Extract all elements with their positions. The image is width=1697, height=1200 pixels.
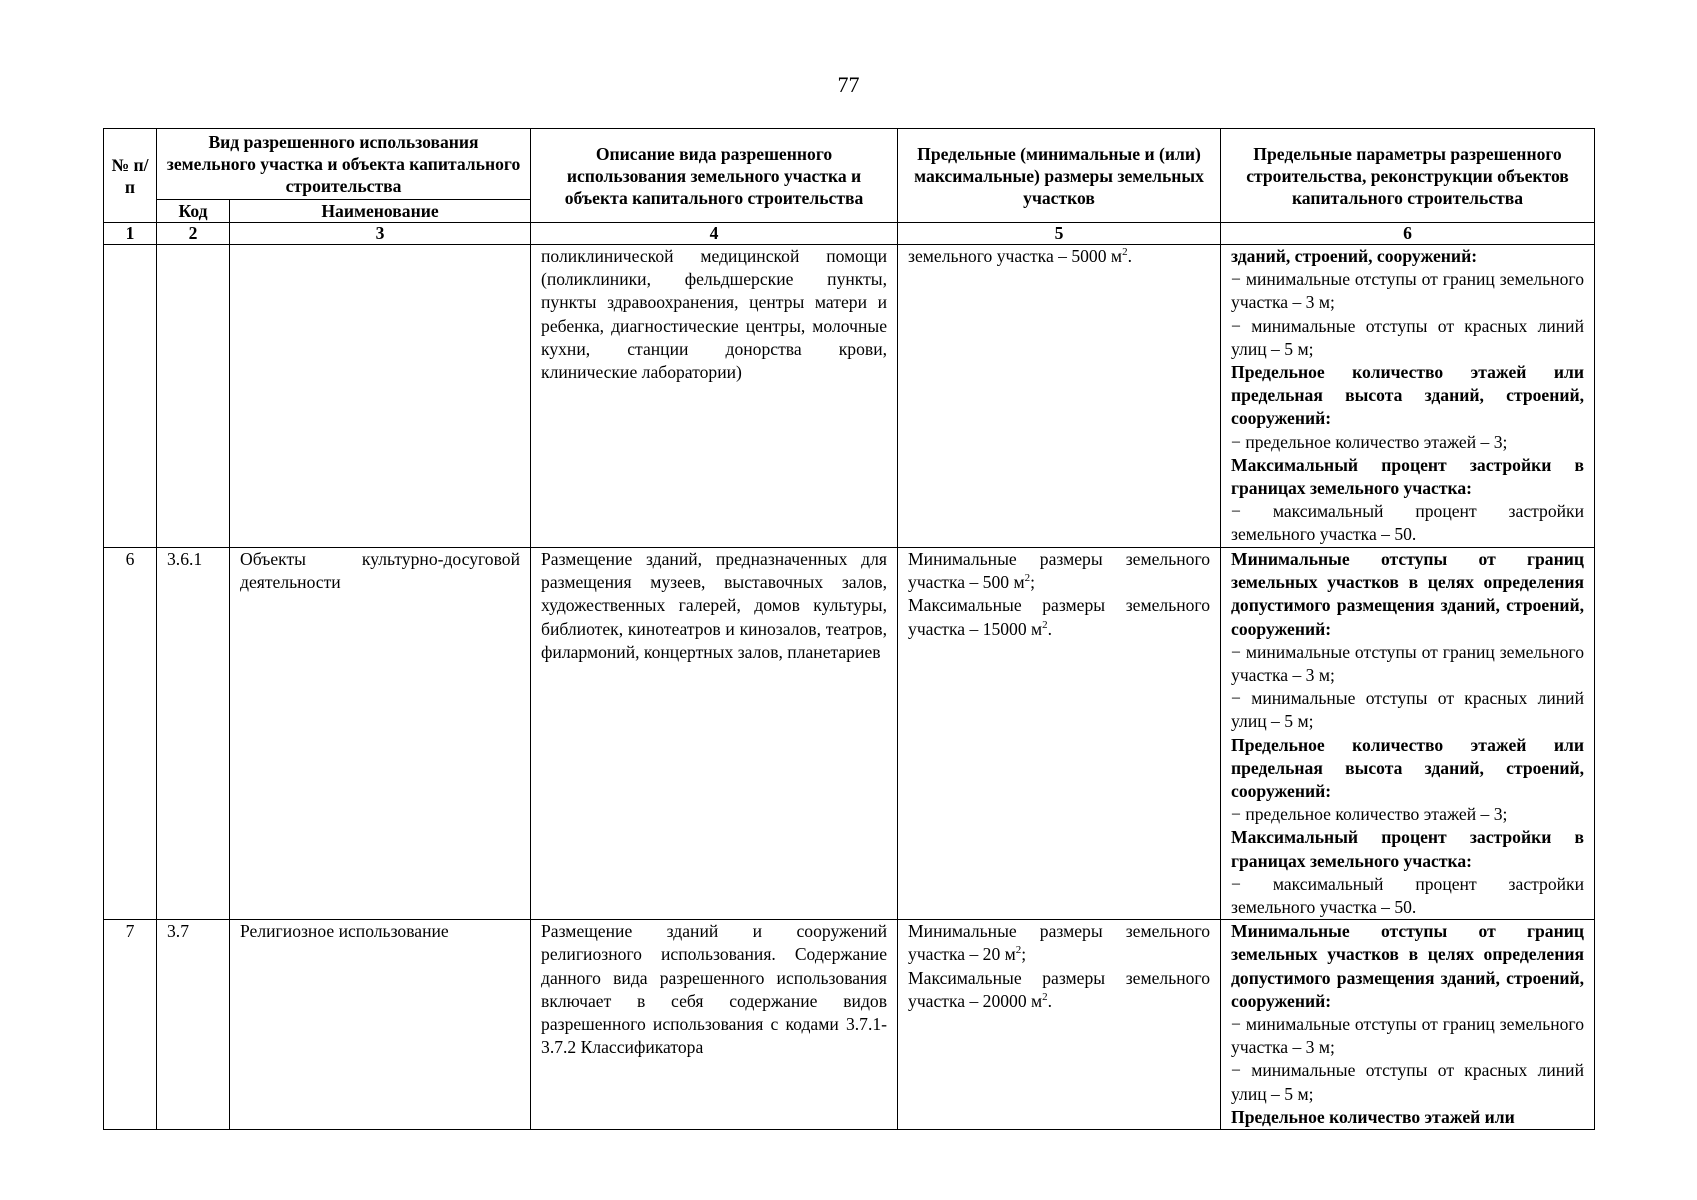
row-construction-params bbox=[1221, 548, 1595, 920]
param-item: − минимальные отступы от красных линий улиц – 5 м; bbox=[1231, 315, 1585, 359]
row-description: Размещение зданий, предназначенных для размещения музеев, выставочных залов, художественных галерей, домов культуры, библиотек, кинотеатров и кинозалов, театров, филармоний, концертных залов, планетариев bbox=[531, 548, 898, 920]
col-number-6: 6 bbox=[1221, 223, 1595, 245]
header-vid-group: Вид разрешенного использования земельного участка и объекта капитального строительства bbox=[157, 129, 531, 200]
param-heading: Предельное количество этажей или предельная высота зданий, строений, сооружений: bbox=[1231, 734, 1585, 802]
param-heading: Максимальный процент застройки в границах земельного участка: bbox=[1231, 827, 1585, 871]
table-row-6 bbox=[104, 548, 1595, 920]
param-item: − предельное количество этажей – 3; bbox=[1231, 431, 1508, 452]
header-description: Описание вида разрешенного использования земельного участка и объекта капитального строительства bbox=[531, 129, 898, 223]
row-description: Размещение зданий и сооружений религиозного использования. Содержание данного вида разрешенного использования включает в себя содержание видов разрешенного использования с кодами 3.7.1-3.7.2 Классификатора bbox=[531, 920, 898, 1130]
param-item: − минимальные отступы от границ земельного участка – 3 м; bbox=[1231, 269, 1585, 313]
param-item: − максимальный процент застройки земельного участка – 50. bbox=[1231, 873, 1585, 918]
param-item: − минимальные отступы от красных линий улиц – 5 м; bbox=[1231, 688, 1585, 732]
param-item: − предельное количество этажей – 3; bbox=[1231, 804, 1508, 825]
row-plot-sizes: Минимальные размеры земельного участка – 20 $м^2$; Максимальные размеры земельного участка – 20000 $м^2$. bbox=[898, 920, 1221, 1130]
param-heading: Максимальный процент застройки в границах земельного участка: bbox=[1231, 454, 1585, 499]
row-num: 7 bbox=[104, 920, 157, 1130]
param-heading: Предельное количество этажей или bbox=[1231, 1106, 1515, 1127]
row-construction-params bbox=[1221, 245, 1595, 548]
regulations-table bbox=[103, 128, 1595, 1130]
col-number-1: 1 bbox=[104, 223, 157, 245]
row-name bbox=[230, 245, 531, 548]
page-number: 77 bbox=[837, 72, 860, 97]
col-number-5: 5 bbox=[898, 223, 1221, 245]
param-heading: зданий, строений, сооружений: bbox=[1231, 246, 1478, 266]
col-number-4: 4 bbox=[531, 223, 898, 245]
row-code bbox=[157, 245, 230, 548]
header-num: № п/п bbox=[104, 129, 157, 223]
param-item: − минимальные отступы от границ земельного участка – 3 м; bbox=[1231, 641, 1585, 686]
col-number-2: 2 bbox=[157, 223, 230, 245]
row-code: 3.7 bbox=[157, 920, 230, 1130]
row-num: 6 bbox=[104, 548, 157, 920]
row-construction-params bbox=[1221, 920, 1595, 1130]
header-plot-sizes: Предельные (минимальные и (или) максимальные) размеры земельных участков bbox=[898, 129, 1221, 223]
param-heading: Предельное количество этажей или предельная высота зданий, строений, сооружений: bbox=[1231, 362, 1585, 429]
header-row-1 bbox=[104, 129, 1595, 200]
param-item: − минимальные отступы от границ земельного участка – 3 м; bbox=[1231, 1014, 1585, 1058]
param-item: − минимальные отступы от красных линий улиц – 5 м; bbox=[1231, 1060, 1585, 1104]
row-description: поликлинической медицинской помощи (поликлиники, фельдшерские пункты, пункты здравоохранения, центры матери и ребенка, диагностические центры, молочные кухни, станции донорства крови, клинические лаборатории) bbox=[531, 245, 898, 548]
row-name: Объекты культурно-досуговой деятельности bbox=[230, 548, 531, 920]
row-name: Религиозное использование bbox=[230, 920, 531, 1130]
table-row-continued bbox=[104, 245, 1595, 548]
col-number-3: 3 bbox=[230, 223, 531, 245]
row-plot-sizes: земельного участка – 5000 $м^2$. bbox=[898, 245, 1221, 548]
table-row-7 bbox=[104, 920, 1595, 1130]
param-item: − максимальный процент застройки земельного участка – 50. bbox=[1231, 501, 1585, 545]
header-name: Наименование bbox=[230, 200, 531, 223]
param-heading: Минимальные отступы от границ земельных участков в целях определения допустимого размещения зданий, строений, сооружений: bbox=[1231, 549, 1585, 639]
header-code: Код bbox=[157, 200, 230, 223]
row-num bbox=[104, 245, 157, 548]
param-heading: Минимальные отступы от границ земельных участков в целях определения допустимого размещения зданий, строений, сооружений: bbox=[1231, 921, 1585, 1011]
header-construction-params: Предельные параметры разрешенного строительства, реконструкции объектов капитального строительства bbox=[1221, 129, 1595, 223]
row-plot-sizes: Минимальные размеры земельного участка – 500 $м^2$; Максимальные размеры земельного участка – 15000 $м^2$. bbox=[898, 548, 1221, 920]
column-number-row bbox=[104, 223, 1595, 245]
row-code: 3.6.1 bbox=[157, 548, 230, 920]
